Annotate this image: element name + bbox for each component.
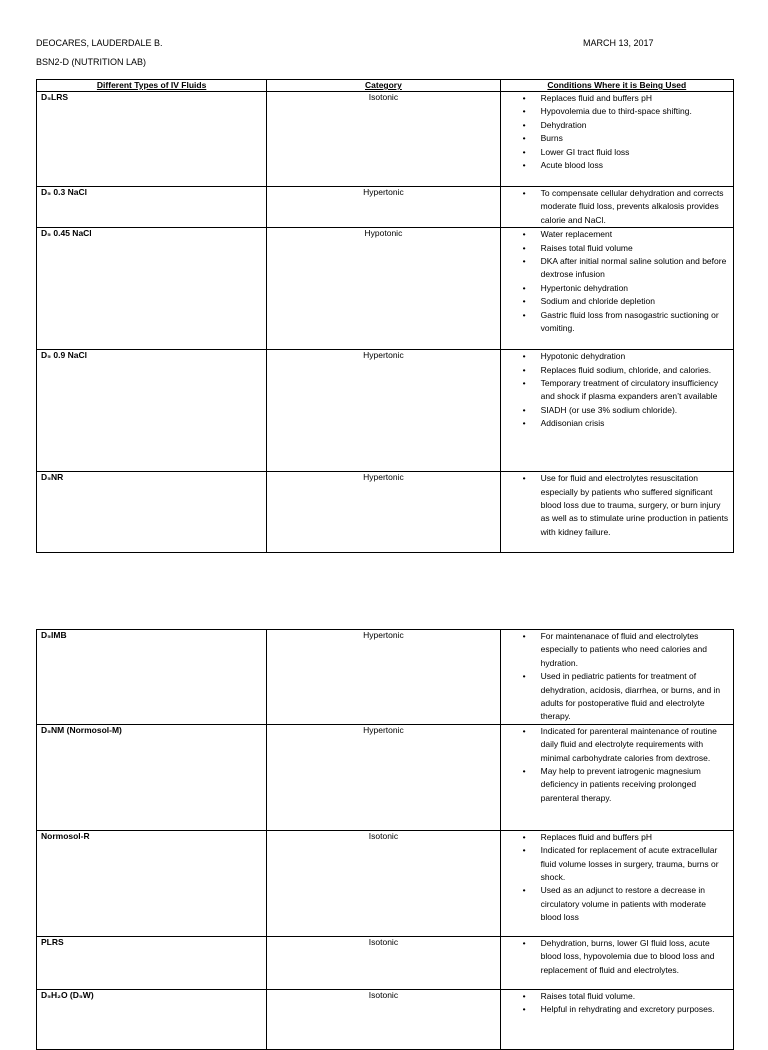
- conditions-list: [505, 937, 729, 977]
- condition-item: • For maintenanace of fluid and electrolytes especially to patients who need calories and hydration.: [505, 630, 729, 670]
- category-cell: Isotonic: [267, 989, 500, 1049]
- condition-item: • To compensate cellular dehydration and corrects moderate fluid loss, prevents alkalosis provides calorie and NaCl.: [505, 187, 729, 227]
- condition-item: • Replaces fluid and buffers pH: [505, 92, 729, 105]
- condition-item: • Raises total fluid volume: [505, 242, 729, 255]
- condition-item: • Replaces fluid sodium, chloride, and calories.: [505, 364, 729, 377]
- category-cell: Isotonic: [267, 830, 500, 936]
- table-row: [37, 830, 734, 936]
- column-header-conditions: Conditions Where it is Being Used: [500, 80, 733, 92]
- conditions-list: [505, 990, 729, 1017]
- condition-item: • Hypertonic dehydration: [505, 282, 729, 295]
- fluid-name-cell: D₅ 0.9 NaCl: [37, 350, 267, 472]
- fluid-name-cell: PLRS: [37, 936, 267, 989]
- condition-item: • Raises total fluid volume.: [505, 990, 729, 1003]
- conditions-list: [505, 228, 729, 335]
- conditions-list: [505, 350, 729, 430]
- conditions-cell: [500, 350, 733, 472]
- iv-fluids-table-continued: [36, 629, 734, 1050]
- condition-item: • Dehydration, burns, lower GI fluid loss, acute blood loss, hypovolemia due to blood loss and replacement of fluid and electrolytes.: [505, 937, 729, 977]
- fluid-name-cell: D₅H₂O (D₅W): [37, 989, 267, 1049]
- condition-item: • Temporary treatment of circulatory insufficiency and shock if plasma expanders aren’t available: [505, 377, 729, 404]
- table-row: [37, 92, 734, 187]
- condition-item: • Lower GI tract fluid loss: [505, 146, 729, 159]
- conditions-cell: [500, 724, 733, 830]
- conditions-cell: [500, 989, 733, 1049]
- category-cell: Hypertonic: [267, 630, 500, 725]
- condition-item: • Water replacement: [505, 228, 729, 241]
- conditions-cell: [500, 92, 733, 187]
- condition-item: • DKA after initial normal saline solution and before dextrose infusion: [505, 255, 729, 282]
- condition-item: • Sodium and chloride depletion: [505, 295, 729, 308]
- category-cell: Hypertonic: [267, 350, 500, 472]
- author-name: DEOCARES, LAUDERDALE B.: [36, 38, 163, 48]
- condition-item: • Addisonian crisis: [505, 417, 729, 430]
- conditions-list: [505, 472, 729, 539]
- condition-item: • Replaces fluid and buffers pH: [505, 831, 729, 844]
- fluid-name-cell: D₅ 0.45 NaCl: [37, 228, 267, 350]
- condition-item: • Helpful in rehydrating and excretory purposes.: [505, 1003, 729, 1016]
- condition-item: • SIADH (or use 3% sodium chloride).: [505, 404, 729, 417]
- table-row: [37, 724, 734, 830]
- class-section: BSN2-D (NUTRITION LAB): [36, 57, 147, 67]
- condition-item: • Use for fluid and electrolytes resuscitation especially by patients who suffered significant blood loss due to trauma, surgery, or burn injury as well as to stimulate urine production in patients with kidney failure.: [505, 472, 729, 539]
- condition-item: • Indicated for parenteral maintenance of routine daily fluid and electrolyte requirements with minimal carbohydrate calories from dextrose.: [505, 725, 729, 765]
- category-cell: Hypertonic: [267, 472, 500, 553]
- conditions-cell: [500, 830, 733, 936]
- condition-item: • Acute blood loss: [505, 159, 729, 172]
- condition-item: • Dehydration: [505, 119, 729, 132]
- condition-item: • May help to prevent iatrogenic magnesium deficiency in patients receiving prolonged parenteral therapy.: [505, 765, 729, 805]
- conditions-list: [505, 187, 729, 227]
- condition-item: • Hypotonic dehydration: [505, 350, 729, 363]
- conditions-cell: [500, 228, 733, 350]
- condition-item: • Hypovolemia due to third-space shifting.: [505, 105, 729, 118]
- fluid-name-cell: D₅ 0.3 NaCl: [37, 187, 267, 228]
- table-row: [37, 350, 734, 472]
- fluid-name-cell: D₅LRS: [37, 92, 267, 187]
- conditions-list: [505, 630, 729, 724]
- conditions-cell: [500, 472, 733, 553]
- category-cell: Isotonic: [267, 936, 500, 989]
- fluid-name-cell: D₅IMB: [37, 630, 267, 725]
- condition-item: • Used as an adjunct to restore a decrease in circulatory volume in patients with moderate blood loss: [505, 884, 729, 924]
- column-header-fluid: Different Types of IV Fluids: [37, 80, 267, 92]
- fluid-name-cell: D₅NM (Normosol-M): [37, 724, 267, 830]
- conditions-cell: [500, 187, 733, 228]
- table-body-continued: [37, 630, 734, 1050]
- table-row: [37, 472, 734, 553]
- category-cell: Hypertonic: [267, 724, 500, 830]
- condition-item: • Gastric fluid loss from nasogastric suctioning or vomiting.: [505, 309, 729, 336]
- condition-item: • Indicated for replacement of acute extracellular fluid volume losses in surgery, trauma, burns or shock.: [505, 844, 729, 884]
- category-cell: Isotonic: [267, 92, 500, 187]
- table-row: [37, 228, 734, 350]
- conditions-cell: [500, 936, 733, 989]
- condition-item: • Used in pediatric patients for treatment of dehydration, acidosis, diarrhea, or burns, and in adults for postoperative fluid and electrolyte therapy.: [505, 670, 729, 724]
- condition-item: • Burns: [505, 132, 729, 145]
- document-date: MARCH 13, 2017: [583, 38, 654, 48]
- iv-fluids-table: [36, 79, 734, 553]
- conditions-list: [505, 92, 729, 172]
- table-header-row: [37, 80, 734, 92]
- table-row: [37, 187, 734, 228]
- table-row: [37, 989, 734, 1049]
- fluid-name-cell: D₅NR: [37, 472, 267, 553]
- category-cell: Hypotonic: [267, 228, 500, 350]
- conditions-list: [505, 725, 729, 805]
- category-cell: Hypertonic: [267, 187, 500, 228]
- table-body: [37, 92, 734, 553]
- conditions-cell: [500, 630, 733, 725]
- table-row: [37, 936, 734, 989]
- column-header-category: Category: [267, 80, 500, 92]
- fluid-name-cell: Normosol-R: [37, 830, 267, 936]
- conditions-list: [505, 831, 729, 925]
- table-row: [37, 630, 734, 725]
